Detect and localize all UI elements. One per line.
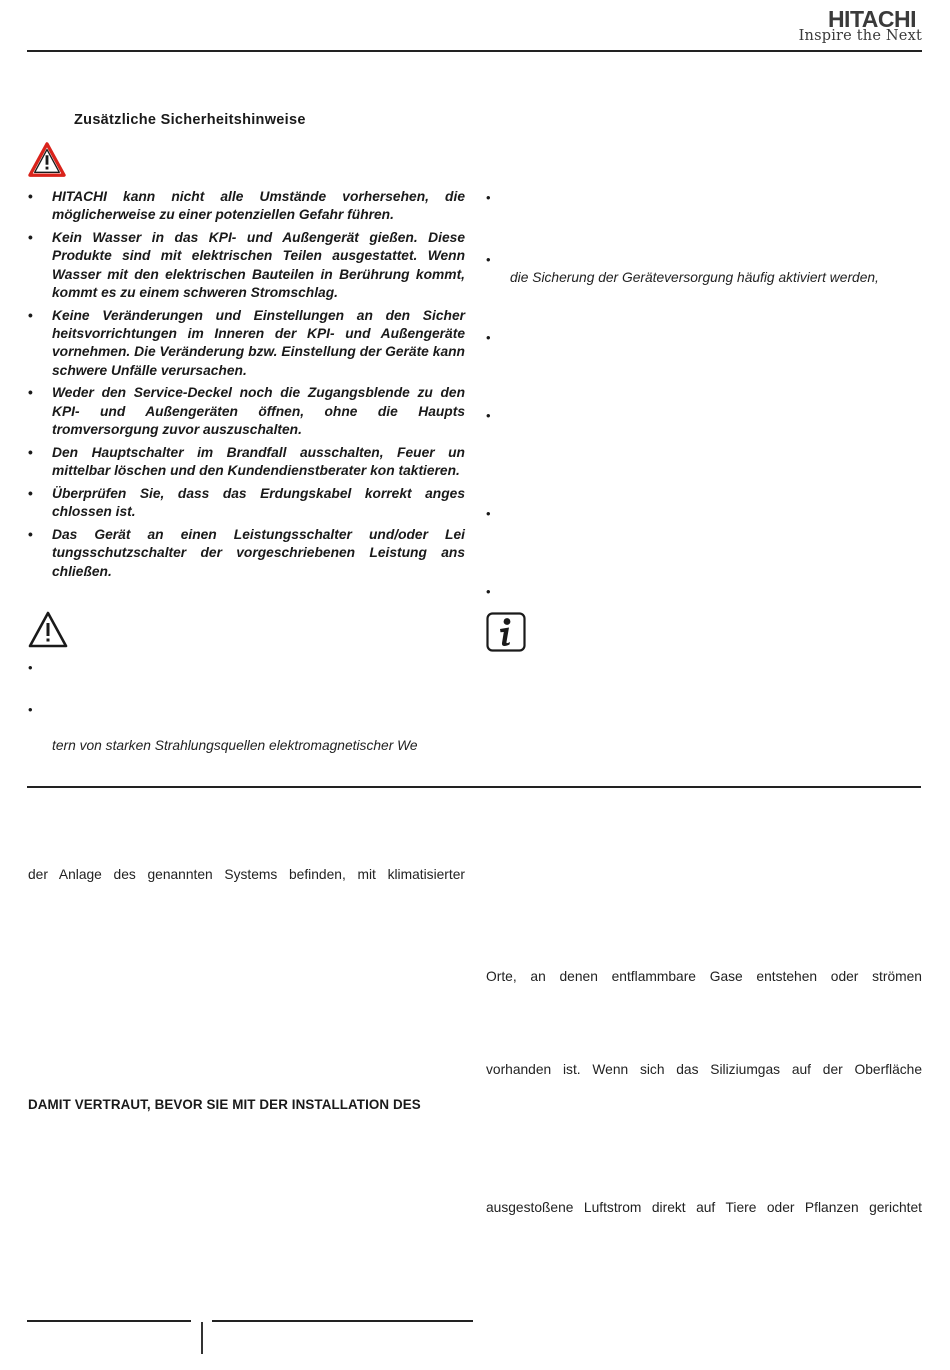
list-item: • Keine Veränderungen und Einstellungen an den Sicher heitsvorrichtungen im Inneren der KPI- und Außengeräte vornehmen. Die Veränderung bzw. Einstellung der Geräte kann schwere Unfälle verursachen. xyxy=(28,307,465,380)
bullet-marker: • xyxy=(486,408,491,423)
header-rule xyxy=(27,50,922,52)
text-fragment-silizium: vorhanden ist. Wenn sich das Siliziumgas auf der Oberfläche xyxy=(486,1062,922,1077)
list-item: • Den Hauptschalter im Brandfall ausschalten, Feuer un mittelbar löschen und den Kundendienstberater kon taktieren. xyxy=(28,444,465,481)
list-item: • Weder den Service-Deckel noch die Zugangsblende zu den KPI- und Außengeräten öffnen, ohne die Haupts tromversorgung zuvor auszuschalten. xyxy=(28,384,465,439)
logo-tagline: Inspire the Next xyxy=(798,28,922,44)
hitachi-logo: HITACHI xyxy=(827,6,916,32)
bullet-marker: • xyxy=(486,252,491,267)
bullet-marker: • xyxy=(486,506,491,521)
list-item: • HITACHI kann nicht alle Umstände vorhersehen, die möglicherweise zu einer potenziellen Gefahr führen. xyxy=(28,188,465,225)
text-fragment-caps: DAMIT VERTRAUT, BEVOR SIE MIT DER INSTALLATION DES xyxy=(28,1097,421,1112)
info-icon xyxy=(486,612,526,652)
danger-list xyxy=(28,188,465,585)
text-fragment-luftstrom: ausgestoßene Luftstrom direkt auf Tiere oder Pflanzen gerichtet xyxy=(486,1200,922,1215)
bullet-marker: • xyxy=(486,584,491,599)
bullet-marker: • xyxy=(486,190,491,205)
list-item: • Das Gerät an einen Leistungsschalter und/oder Lei tungsschutzschalter der vorgeschriebenen Leistung ans chließen. xyxy=(28,526,465,581)
list-item: • Überprüfen Sie, dass das Erdungskabel korrekt anges chlossen ist. xyxy=(28,485,465,522)
caution-warning-icon xyxy=(28,611,68,649)
section-title: Zusätzliche Sicherheitshinweise xyxy=(74,112,306,128)
bullet-marker: • xyxy=(486,330,491,345)
footer-tick xyxy=(201,1322,203,1354)
footer-rule-right xyxy=(212,1320,473,1322)
footer-rule-left xyxy=(27,1320,191,1322)
text-fragment-strahlung: tern von starken Strahlungsquellen elektromagnetischer We xyxy=(52,738,418,753)
list-item: • Kein Wasser in das KPI- und Außengerät gießen. Diese Produkte sind mit elektrischen Teilen ausgestattet. Wenn Wasser mit den elektrischen Bauteilen in Berührung kommt, kommt es zu einem schweren Stromschlag. xyxy=(28,229,465,302)
text-fragment-orte: Orte, an denen entflammbare Gase entstehen oder strömen xyxy=(486,969,922,984)
danger-warning-icon xyxy=(28,142,66,178)
bullet-marker: • xyxy=(28,660,33,675)
text-fragment-anlage: der Anlage des genannten Systems befinden, mit klimatisierter xyxy=(28,867,465,882)
bullet-marker: • xyxy=(28,702,33,717)
text-fragment-sicherung: die Sicherung der Geräteversorgung häufig aktiviert werden, xyxy=(510,270,879,285)
section-divider xyxy=(27,786,921,788)
